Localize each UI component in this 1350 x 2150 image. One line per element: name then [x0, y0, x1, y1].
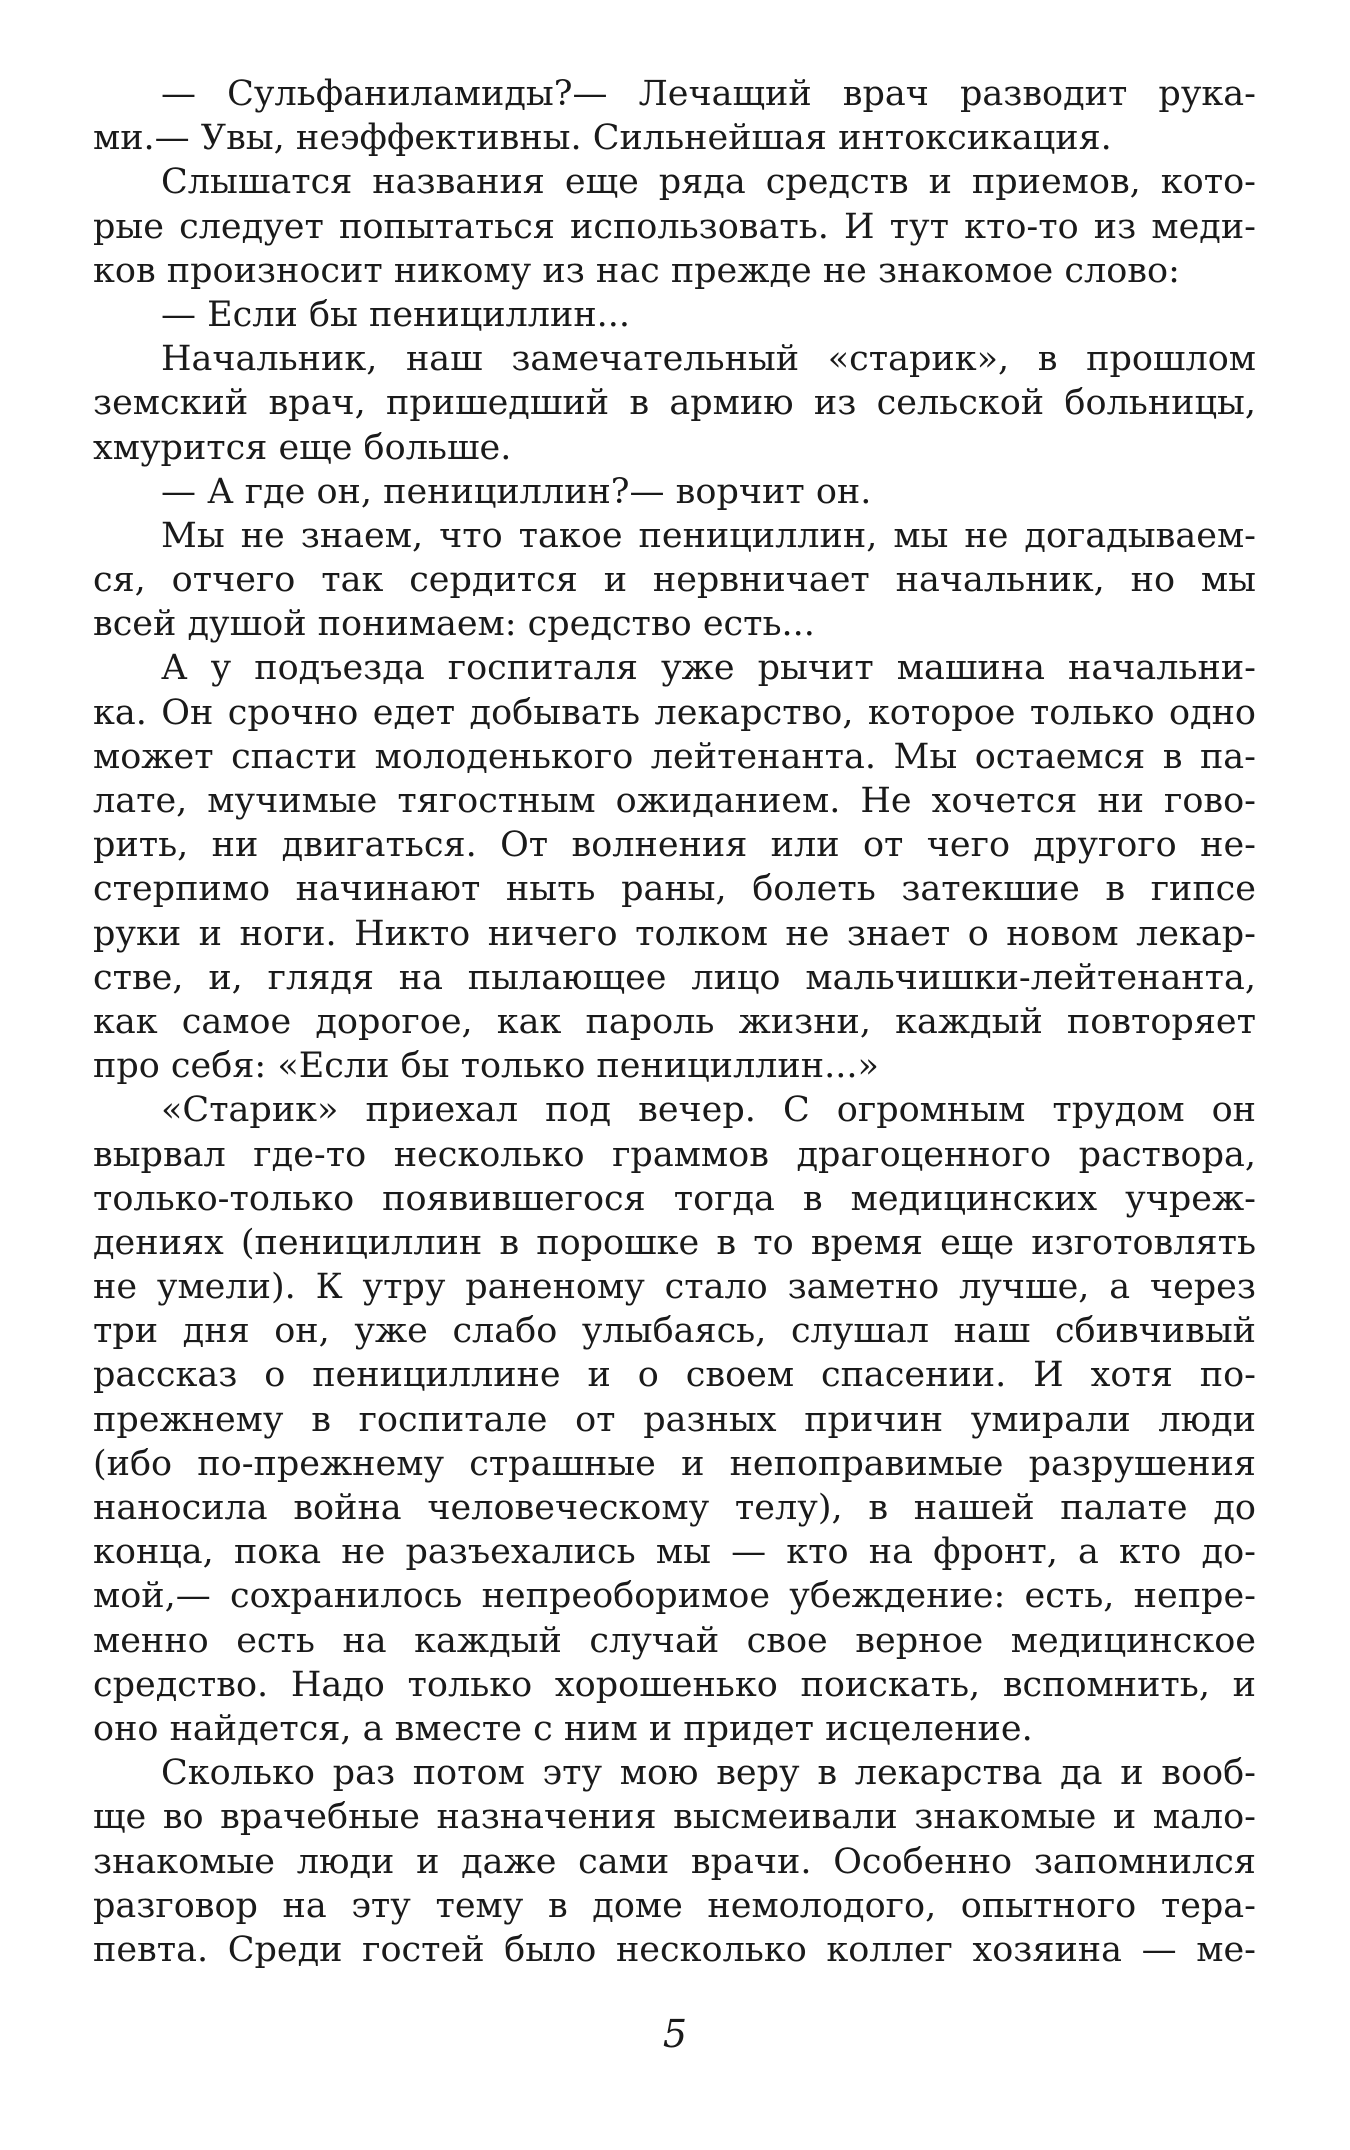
text-line: Слышатся названия еще ряда средств и приемов, кото-	[161, 162, 1256, 203]
text-line: как самое дорогое, как пароль жизни, каждый повторяет	[93, 1001, 1256, 1042]
text-line: ще во врачебные назначения высмеивали знакомые и мало-	[93, 1797, 1256, 1838]
text-line: рые следует попытаться использовать. И тут кто-то из меди-	[93, 206, 1256, 247]
text-line: А у подъезда госпиталя уже рычит машина начальни-	[161, 648, 1256, 689]
text-line: — А где он, пенициллин?— ворчит он.	[161, 471, 872, 512]
text-line: — Сульфаниламиды?— Лечащий врач разводит рука-	[161, 74, 1256, 114]
text-line: разговор на эту тему в доме немолодого, опытного тера-	[93, 1885, 1256, 1926]
text-line: всей душой понимаем: средство есть...	[93, 604, 815, 645]
text-line: Начальник, наш замечательный «старик», в прошлом	[161, 339, 1256, 380]
text-line: ми.— Увы, неэффективны. Сильнейшая интоксикация.	[93, 118, 1112, 159]
text-line: наносила война человеческому телу), в нашей палате до	[93, 1488, 1256, 1528]
text-line: ков произносит никому из нас прежде не знакомое слово:	[93, 250, 1180, 291]
body-text	[93, 72, 1256, 1972]
text-line: может спасти молоденького лейтенанта. Мы остаемся в па-	[93, 736, 1256, 777]
page-number: 5	[662, 2012, 688, 2056]
text-line: конца, пока не разъехались мы — кто на фронт, а кто до-	[93, 1532, 1256, 1573]
text-line: — Если бы пенициллин...	[161, 294, 631, 335]
text-line: Сколько раз потом эту мою веру в лекарства да и вооб-	[161, 1753, 1256, 1794]
text-line: ка. Он срочно едет добывать лекарство, которое только одно	[93, 692, 1256, 733]
text-line: земский врач, пришедший в армию из сельской больницы,	[93, 383, 1256, 424]
text-line: дениях (пенициллин в порошке в то время еще изготовлять	[93, 1222, 1256, 1263]
text-line: только-только появившегося тогда в медицинских учреж-	[93, 1178, 1256, 1219]
text-line: не умели). К утру раненому стало заметно лучше, а через	[93, 1267, 1256, 1308]
text-line: прежнему в госпитале от разных причин умирали люди	[93, 1399, 1256, 1440]
text-line: руки и ноги. Никто ничего толком не знает о новом лекар-	[93, 913, 1256, 954]
text-line: Мы не знаем, что такое пенициллин, мы не догадываем-	[161, 515, 1256, 556]
text-line: хмурится еще больше.	[93, 427, 512, 468]
text-line: оно найдется, а вместе с ним и придет исцеление.	[93, 1708, 1033, 1749]
text-line: знакомые люди и даже сами врачи. Особенно запомнился	[93, 1841, 1256, 1882]
text-line: про себя: «Если бы только пенициллин...»	[93, 1046, 879, 1087]
text-line: вырвал где-то несколько граммов драгоценного раствора,	[93, 1134, 1256, 1175]
text-line: менно есть на каждый случай свое верное медицинское	[93, 1620, 1256, 1661]
text-line: «Старик» приехал под вечер. С огромным трудом он	[161, 1090, 1256, 1131]
text-line: мой,— сохранилось непреоборимое убеждение: есть, непре-	[93, 1576, 1256, 1617]
text-line: средство. Надо только хорошенько поискать, вспомнить, и	[93, 1664, 1256, 1705]
text-line: (ибо по-прежнему страшные и непоправимые разрушения	[93, 1443, 1256, 1484]
text-line: певта. Среди гостей было несколько коллег хозяина — ме-	[93, 1929, 1256, 1970]
text-line: лате, мучимые тягостным ожиданием. Не хочется ни гово-	[93, 781, 1256, 821]
text-line: ся, отчего так сердится и нервничает начальник, но мы	[93, 560, 1256, 601]
text-line: стве, и, глядя на пылающее лицо мальчишки-лейтенанта,	[93, 957, 1256, 998]
text-line: рассказ о пенициллине и о своем спасении. И хотя по-	[93, 1355, 1256, 1396]
text-line: стерпимо начинают ныть раны, болеть затекшие в гипсе	[93, 869, 1256, 910]
text-line: три дня он, уже слабо улыбаясь, слушал наш сбивчивый	[93, 1311, 1256, 1352]
text-line: рить, ни двигаться. От волнения или от чего другого не-	[93, 825, 1256, 866]
